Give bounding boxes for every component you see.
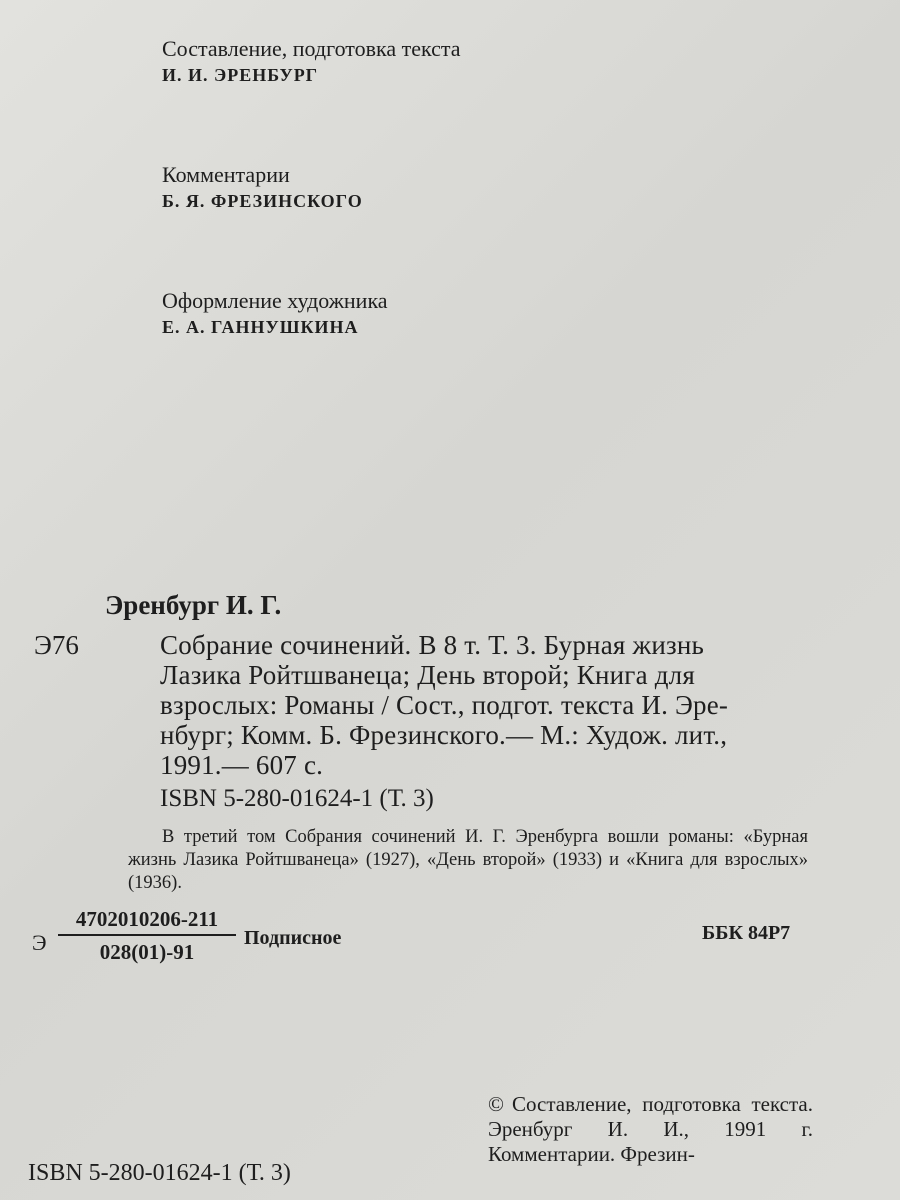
catalog-annotation: В третий том Собрания сочинений И. Г. Эренбурга вошли романы: «Бурная жизнь Лазика Ройтшванеца» (1927), «День второй» (1933) и «Книга для взрослых» (1936). xyxy=(128,827,808,893)
copyright-symbol: © xyxy=(488,1092,504,1116)
credit-compiler xyxy=(162,36,461,88)
copyright-text: Составление, подготовка текста. Эренбург И. И., 1991 г. Комментарии. Фрезин- xyxy=(488,1092,813,1166)
description-line: Лазика Ройтшванеца; День второй; Книга для xyxy=(160,660,695,690)
index-fraction xyxy=(58,907,236,965)
catalog-author: Эренбург И. Г. xyxy=(105,590,282,620)
index-letter: Э xyxy=(32,930,47,955)
description-line: 1991.— 607 с. xyxy=(160,750,324,780)
credit-name: И. И. ЭРЕНБУРГ xyxy=(162,65,319,85)
index-denominator: 028(01)-91 xyxy=(99,940,195,964)
description-line: взрослых: Романы / Сост., подгот. текста И. Эре- xyxy=(160,690,729,720)
credit-name: Е. А. ГАННУШКИНА xyxy=(162,317,359,337)
copyright-notice xyxy=(488,1092,813,1167)
credit-role: Комментарии xyxy=(162,162,290,187)
credit-name: Б. Я. ФРЕЗИНСКОГО xyxy=(162,191,363,211)
subscription-label: Подписное xyxy=(244,927,342,949)
credit-commentary xyxy=(162,162,363,214)
credit-role: Оформление художника xyxy=(162,288,388,313)
description-line: нбург; Комм. Б. Фрезинского.— М.: Худож. лит., xyxy=(160,720,728,750)
catalog-code: Э76 xyxy=(34,630,79,660)
footer-isbn: ISBN 5-280-01624-1 (Т. 3) xyxy=(28,1160,291,1186)
credit-design xyxy=(162,288,388,340)
catalog-isbn: ISBN 5-280-01624-1 (Т. 3) xyxy=(160,785,434,812)
index-numerator: 4702010206-211 xyxy=(58,907,236,936)
credit-role: Составление, подготовка текста xyxy=(162,36,461,61)
description-line: Собрание сочинений. В 8 т. Т. 3. Бурная жизнь xyxy=(160,630,704,660)
catalog-description xyxy=(160,630,810,780)
bbk-code: ББК 84Р7 xyxy=(702,922,791,944)
